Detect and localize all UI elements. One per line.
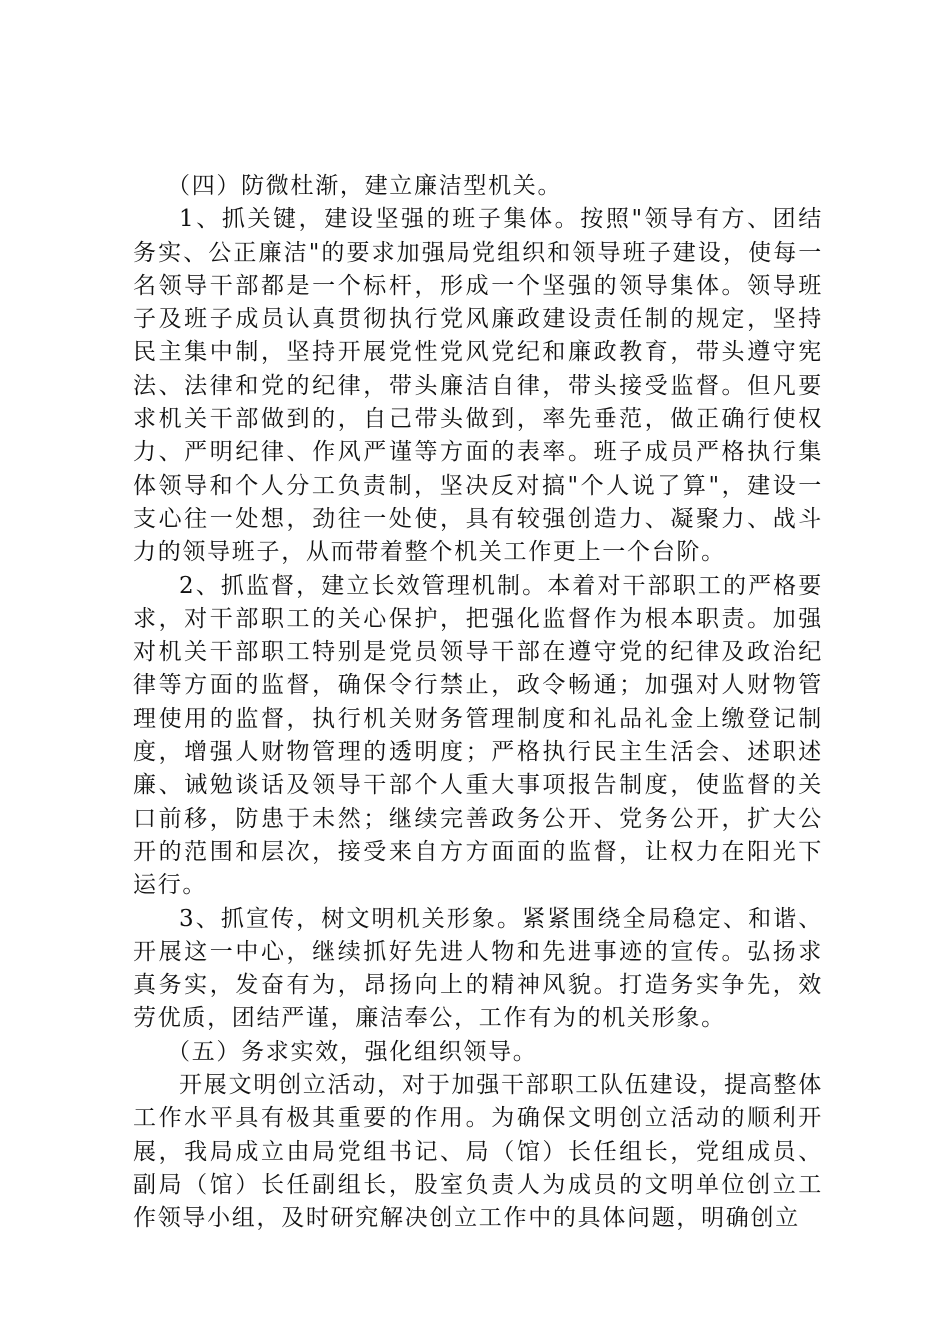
paragraph-leadership-team: 1、抓关键，建设坚强的班子集体。按照"领导有方、团结务实、公正廉洁"的要求加强局党组织和领导班子建设，使每一名领导干部都是一个标杆，形成一个坚强的领导集体。领导班子及班子成员认真贯彻执行党风廉政建设责任制的规定，坚持民主集中制，坚持开展党性党风党纪和廉政教育，带头遵守宪法、法律和党的纪律，带头廉洁自律，带头接受监督。但凡要求机关干部做到的，自己带头做到，率先垂范，做正确行使权力、严明纪律、作风严谨等方面的表率。班子成员严格执行集体领导和个人分工负责制，坚决反对搞"个人说了算"，建设一支心往一处想，劲往一处使，具有较强创造力、凝聚力、战斗力的领导班子，从而带着整个机关工作更上一个台阶。	[133, 206, 823, 566]
paragraph-organization: 开展文明创立活动，对于加强干部职工队伍建设，提高整体工作水平具有极其重要的作用。为确保文明创立活动的顺利开展，我局成立由局党组书记、局（馆）长任组长，党组成员、副局（馆）长任副组长，股室负责人为成员的文明单位创立工作领导小组，及时研究解决创立工作中的具体问题，明确创立	[133, 1072, 823, 1232]
section-heading-5: （五）务求实效，强化组织领导。	[167, 1038, 538, 1065]
paragraph-supervision: 2、抓监督，建立长效管理机制。本着对干部职工的严格要求，对干部职工的关心保护，把强化监督作为根本职责。加强对机关干部职工特别是党员领导干部在遵守党的纪律及政治纪律等方面的监督，确保令行禁止，政令畅通；加强对人财物管理使用的监督，执行机关财务管理制度和礼品礼金上缴登记制度，增强人财物管理的透明度；严格执行民主生活会、述职述廉、诫勉谈话及领导干部个人重大事项报告制度，使监督的关口前移，防患于未然；继续完善政务公开、党务公开，扩大公开的范围和层次，接受来自方方面面的监督，让权力在阳光下运行。	[133, 572, 823, 899]
paragraph-publicity: 3、抓宣传，树文明机关形象。紧紧围绕全局稳定、和谐、开展这一中心，继续抓好先进人物和先进事迹的宣传。弘扬求真务实，发奋有为，昂扬向上的精神风貌。打造务实争先，效劳优质，团结严谨，廉洁奉公，工作有为的机关形象。	[133, 905, 823, 1032]
document-body	[133, 170, 823, 1236]
section-heading-4: （四）防微杜渐，建立廉洁型机关。	[167, 173, 563, 199]
